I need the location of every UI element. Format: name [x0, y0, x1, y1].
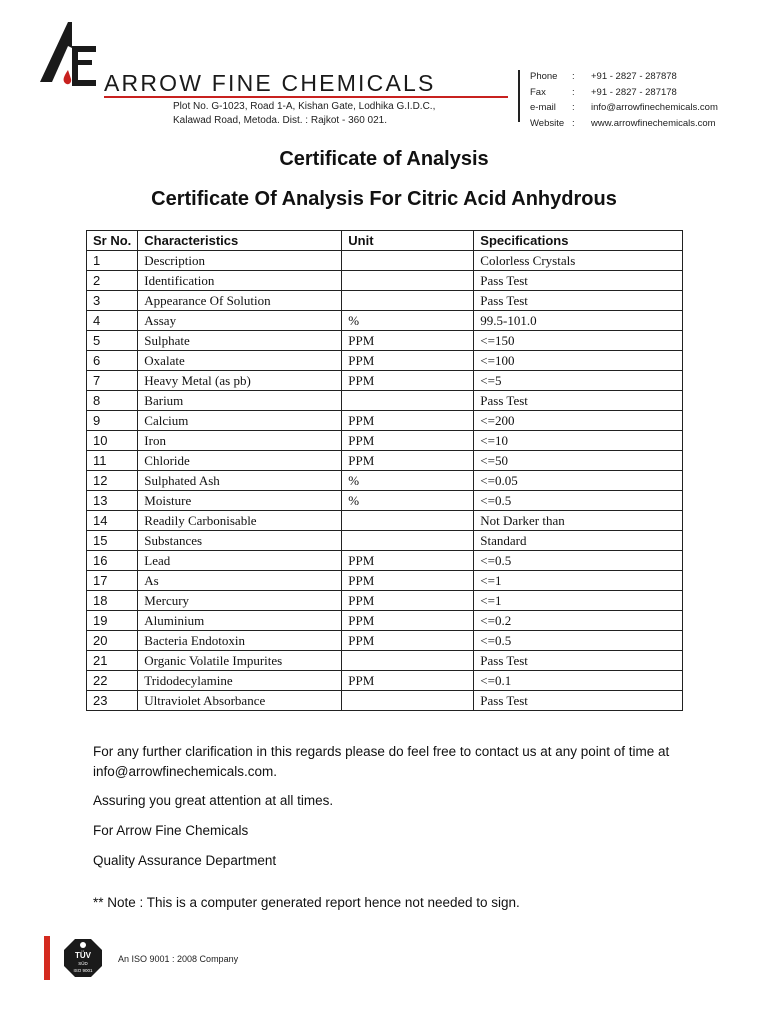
cell-unit: PPM — [342, 591, 474, 611]
table-row — [87, 551, 683, 571]
table-row — [87, 651, 683, 671]
signoff-company: For Arrow Fine Chemicals — [93, 823, 249, 838]
cell-characteristic: Readily Carbonisable — [138, 511, 342, 531]
header-specifications: Specifications — [474, 231, 683, 251]
cell-unit: % — [342, 471, 474, 491]
cell-specification: <=0.5 — [474, 631, 683, 651]
contact-label: Website — [530, 117, 565, 129]
letterhead — [0, 0, 768, 140]
cell-unit: PPM — [342, 631, 474, 651]
cell-sr-no: 13 — [87, 491, 138, 511]
table-row — [87, 291, 683, 311]
cell-characteristic: Tridodecylamine — [138, 671, 342, 691]
tuv-sud-seal-icon — [63, 938, 103, 978]
brand-underline — [104, 96, 508, 98]
cell-characteristic: As — [138, 571, 342, 591]
cell-sr-no: 9 — [87, 411, 138, 431]
cell-sr-no: 1 — [87, 251, 138, 271]
table-row — [87, 251, 683, 271]
cell-sr-no: 12 — [87, 471, 138, 491]
cell-specification: <=5 — [474, 371, 683, 391]
footer — [44, 936, 244, 980]
cell-characteristic: Substances — [138, 531, 342, 551]
contact-value: +91 - 2827 - 287878 — [591, 71, 677, 82]
cell-unit: % — [342, 491, 474, 511]
cell-unit: PPM — [342, 611, 474, 631]
cell-specification: <=10 — [474, 431, 683, 451]
table-row — [87, 471, 683, 491]
computer-generated-note: ** Note : This is a computer generated report hence not needed to sign. — [93, 895, 520, 910]
footer-accent-bar — [44, 936, 50, 980]
table-body — [87, 251, 683, 711]
header-divider — [518, 70, 520, 122]
contact-value: www.arrowfinechemicals.com — [591, 117, 716, 129]
cell-unit: PPM — [342, 351, 474, 371]
address-line-2: Kalawad Road, Metoda. Dist. : Rajkot - 360 021. — [173, 115, 388, 126]
cell-sr-no: 21 — [87, 651, 138, 671]
table-row — [87, 351, 683, 371]
cell-specification: <=0.2 — [474, 611, 683, 631]
header-unit: Unit — [342, 231, 474, 251]
table-row — [87, 691, 683, 711]
cell-specification: <=0.05 — [474, 471, 683, 491]
table-row — [87, 331, 683, 351]
cell-unit: PPM — [342, 411, 474, 431]
table-row — [87, 611, 683, 631]
cell-characteristic: Calcium — [138, 411, 342, 431]
cell-specification: Colorless Crystals — [474, 251, 683, 271]
cell-unit — [342, 271, 474, 291]
clarification-paragraph: For any further clarification in this regards please do feel free to contact us at any point of time at info@arrowfinechemicals.com. — [93, 744, 670, 779]
arrow-logo-icon — [38, 20, 102, 92]
header-sr-no: Sr No. — [87, 231, 138, 251]
cell-sr-no: 4 — [87, 311, 138, 331]
cell-sr-no: 16 — [87, 551, 138, 571]
cell-characteristic: Bacteria Endotoxin — [138, 631, 342, 651]
cell-sr-no: 17 — [87, 571, 138, 591]
cell-unit — [342, 391, 474, 411]
cell-unit: PPM — [342, 551, 474, 571]
table-row — [87, 451, 683, 471]
cell-unit: PPM — [342, 371, 474, 391]
cell-specification: Pass Test — [474, 651, 683, 671]
table-row — [87, 391, 683, 411]
contact-colon: : — [572, 102, 575, 113]
cell-characteristic: Oxalate — [138, 351, 342, 371]
tuv-label: TÜV — [75, 951, 91, 960]
contact-label: e-mail — [530, 102, 556, 113]
cell-unit — [342, 651, 474, 671]
cell-characteristic: Moisture — [138, 491, 342, 511]
contact-colon: : — [572, 117, 575, 129]
cell-characteristic: Barium — [138, 391, 342, 411]
cell-sr-no: 22 — [87, 671, 138, 691]
table-row — [87, 531, 683, 551]
cell-sr-no: 20 — [87, 631, 138, 651]
cell-characteristic: Mercury — [138, 591, 342, 611]
cell-characteristic: Identification — [138, 271, 342, 291]
cell-specification: <=0.5 — [474, 551, 683, 571]
table-row — [87, 431, 683, 451]
cell-unit: PPM — [342, 331, 474, 351]
document-subtitle: Certificate Of Analysis For Citric Acid Anhydrous — [151, 188, 617, 210]
company-name: ARROW FINE CHEMICALS — [104, 70, 436, 96]
contact-value: info@arrowfinechemicals.com — [591, 102, 718, 113]
table-row — [87, 311, 683, 331]
cell-specification: <=1 — [474, 571, 683, 591]
cell-characteristic: Organic Volatile Impurites — [138, 651, 342, 671]
cell-specification: <=0.5 — [474, 491, 683, 511]
address-line-1: Plot No. G-1023, Road 1-A, Kishan Gate, Lodhika G.I.D.C., — [173, 101, 436, 112]
cell-specification: Standard — [474, 531, 683, 551]
cell-specification: Pass Test — [474, 271, 683, 291]
assurance-line: Assuring you great attention at all times. — [93, 793, 334, 808]
table-row — [87, 671, 683, 691]
cell-sr-no: 15 — [87, 531, 138, 551]
cell-characteristic: Iron — [138, 431, 342, 451]
header-characteristics: Characteristics — [138, 231, 342, 251]
cell-specification: Pass Test — [474, 291, 683, 311]
cell-specification: Pass Test — [474, 391, 683, 411]
cell-unit: % — [342, 311, 474, 331]
signoff-department: Quality Assurance Department — [93, 853, 277, 868]
cell-specification: <=0.1 — [474, 671, 683, 691]
cell-specification: 99.5-101.0 — [474, 311, 683, 331]
cell-unit — [342, 291, 474, 311]
table-row — [87, 271, 683, 291]
iso-company-text: An ISO 9001 : 2008 Company — [118, 954, 239, 964]
cell-characteristic: Assay — [138, 311, 342, 331]
table-row — [87, 491, 683, 511]
table-row — [87, 591, 683, 611]
cell-unit: PPM — [342, 671, 474, 691]
table-header-row — [87, 231, 683, 251]
table-row — [87, 511, 683, 531]
cell-sr-no: 6 — [87, 351, 138, 371]
cell-characteristic: Ultraviolet Absorbance — [138, 691, 342, 711]
cell-specification: Pass Test — [474, 691, 683, 711]
contact-colon: : — [572, 71, 575, 82]
contact-colon: : — [572, 86, 575, 98]
table-row — [87, 571, 683, 591]
cell-characteristic: Aluminium — [138, 611, 342, 631]
cell-specification: Not Darker than — [474, 511, 683, 531]
table-row — [87, 631, 683, 651]
cell-characteristic: Appearance Of Solution — [138, 291, 342, 311]
cell-characteristic: Heavy Metal (as pb) — [138, 371, 342, 391]
table-row — [87, 371, 683, 391]
cell-specification: <=200 — [474, 411, 683, 431]
cell-specification: <=1 — [474, 591, 683, 611]
cell-characteristic: Chloride — [138, 451, 342, 471]
contact-label: Fax — [530, 86, 546, 98]
contact-value: +91 - 2827 - 287178 — [591, 86, 677, 98]
cell-sr-no: 5 — [87, 331, 138, 351]
cell-sr-no: 11 — [87, 451, 138, 471]
cell-unit — [342, 531, 474, 551]
cell-specification: <=100 — [474, 351, 683, 371]
cell-unit: PPM — [342, 571, 474, 591]
cell-sr-no: 10 — [87, 431, 138, 451]
cell-sr-no: 7 — [87, 371, 138, 391]
contact-label: Phone — [530, 71, 558, 82]
cell-sr-no: 19 — [87, 611, 138, 631]
cell-sr-no: 23 — [87, 691, 138, 711]
tuv-sub-label: SÜD — [78, 961, 88, 966]
cell-unit — [342, 691, 474, 711]
cell-sr-no: 8 — [87, 391, 138, 411]
cell-unit — [342, 511, 474, 531]
analysis-table — [86, 230, 683, 711]
cell-sr-no: 2 — [87, 271, 138, 291]
tuv-iso-label: ISO 9001 — [73, 968, 93, 973]
cell-characteristic: Description — [138, 251, 342, 271]
document-title: Certificate of Analysis — [279, 148, 489, 170]
cell-unit: PPM — [342, 431, 474, 451]
cell-unit: PPM — [342, 451, 474, 471]
cell-sr-no: 3 — [87, 291, 138, 311]
table-row — [87, 411, 683, 431]
cell-characteristic: Sulphated Ash — [138, 471, 342, 491]
cell-specification: <=150 — [474, 331, 683, 351]
cell-sr-no: 14 — [87, 511, 138, 531]
cell-characteristic: Lead — [138, 551, 342, 571]
cell-specification: <=50 — [474, 451, 683, 471]
cell-sr-no: 18 — [87, 591, 138, 611]
cell-unit — [342, 251, 474, 271]
cell-characteristic: Sulphate — [138, 331, 342, 351]
